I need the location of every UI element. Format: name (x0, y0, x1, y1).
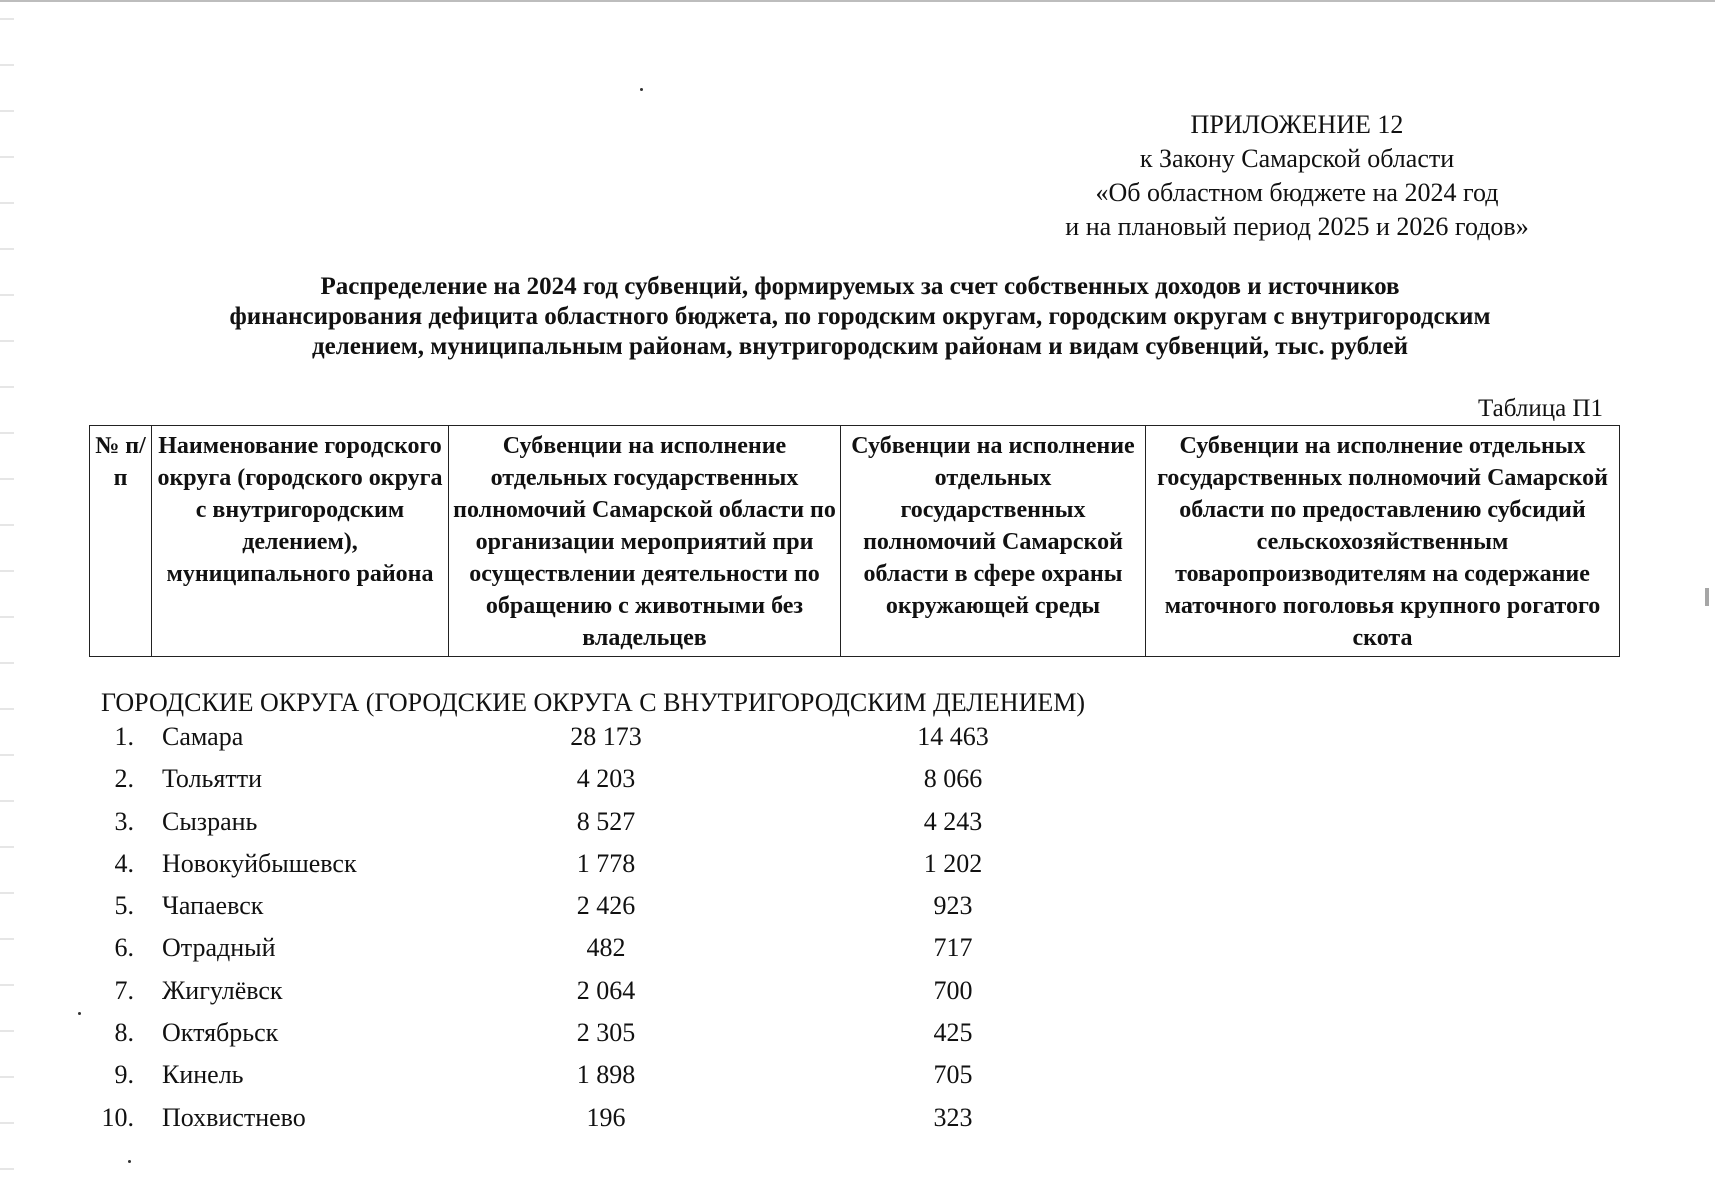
row-value-environment: 1 202 (923, 848, 983, 878)
row-number: 5. (114, 891, 134, 921)
column-header-name: Наименование городского округа (городского округа с внутригородским делением), муниципального района (152, 426, 449, 657)
scan-left-edge-noise (0, 0, 14, 1200)
table-row (89, 1099, 1619, 1141)
row-number: 7. (114, 975, 134, 1005)
table-row (89, 1014, 1619, 1056)
row-value-animals: 28 173 (570, 722, 642, 751)
table-row (89, 760, 1619, 802)
row-name: Похвистнево (162, 1102, 306, 1132)
row-value-animals: 2 064 (576, 975, 636, 1005)
table-row (89, 845, 1619, 887)
table-row (89, 1056, 1619, 1098)
row-value-environment: 425 (933, 1018, 973, 1048)
scan-speck (128, 1160, 131, 1163)
row-number: 2. (114, 764, 134, 794)
document-title-line: финансирования дефицита областного бюджета, по городским округам, городским округам с внутригородским (229, 303, 1491, 330)
row-name: Тольятти (162, 764, 263, 794)
section-title: ГОРОДСКИЕ ОКРУГА (ГОРОДСКИЕ ОКРУГА С ВНУТРИГОРОДСКИМ ДЕЛЕНИЕМ) (101, 688, 1086, 717)
row-name: Новокуйбышевск (162, 848, 357, 878)
row-value-environment: 323 (933, 1102, 973, 1132)
table-row (89, 972, 1619, 1014)
table-row (89, 887, 1619, 929)
table-row (89, 803, 1619, 845)
row-value-animals: 8 527 (576, 806, 636, 836)
column-header-number: № п/п (90, 426, 152, 657)
column-header-animals: Субвенции на исполнение отдельных государственных полномочий Самарской области по организации мероприятий при осуществлении деятельности по обращению с животными без владельцев (449, 426, 841, 657)
row-value-animals: 4 203 (576, 764, 636, 794)
row-number: 1. (114, 722, 134, 751)
annex-line: «Об областном бюджете на 2024 год (1095, 178, 1499, 207)
annex-title: ПРИЛОЖЕНИЕ 12 (1190, 110, 1404, 139)
table-row (89, 718, 1619, 760)
row-value-animals: 482 (586, 933, 626, 963)
row-name: Чапаевск (162, 891, 264, 921)
row-value-animals: 1 898 (576, 1060, 636, 1090)
document-title (60, 272, 1660, 362)
scan-top-rule (0, 0, 1715, 2)
row-number: 10. (101, 1102, 134, 1132)
document-title-line: Распределение на 2024 год субвенций, формируемых за счет собственных доходов и источников (320, 273, 1400, 300)
scan-right-mark (1705, 588, 1709, 606)
annex-header (997, 108, 1597, 244)
row-value-environment: 700 (933, 975, 973, 1005)
header-row (90, 426, 1620, 657)
row-number: 9. (114, 1060, 134, 1090)
table-row (89, 929, 1619, 971)
scan-speck (640, 88, 643, 91)
row-value-environment: 14 463 (917, 722, 989, 751)
row-name: Октябрьск (162, 1018, 279, 1048)
row-value-environment: 717 (933, 933, 973, 963)
row-name: Самара (162, 722, 244, 751)
row-value-animals: 1 778 (576, 848, 636, 878)
row-number: 8. (114, 1018, 134, 1048)
row-value-environment: 8 066 (923, 764, 983, 794)
scan-speck (78, 1012, 81, 1015)
row-name: Сызрань (162, 806, 258, 836)
table-header (89, 425, 1620, 657)
column-header-cattle: Субвенции на исполнение отдельных государственных полномочий Самарской области по предоставлению субсидий сельскохозяйственным товаропроизводителям на содержание маточного поголовья крупного рогатого скота (1146, 426, 1620, 657)
table-body (89, 718, 1619, 1141)
row-value-animals: 196 (586, 1102, 626, 1132)
document-title-line: делением, муниципальным районам, внутригородским районам и видам субвенций, тыс. рублей (312, 333, 1408, 360)
row-name: Отрадный (162, 933, 276, 963)
row-number: 6. (114, 933, 134, 963)
row-number: 3. (114, 806, 134, 836)
row-value-environment: 923 (933, 891, 973, 921)
row-value-environment: 4 243 (923, 806, 983, 836)
column-header-environment: Субвенции на исполнение отдельных государственных полномочий Самарской области в сфере охраны окружающей среды (841, 426, 1146, 657)
annex-line: к Закону Самарской области (1139, 144, 1455, 173)
row-value-environment: 705 (933, 1060, 973, 1090)
table-label: Таблица П1 (1478, 395, 1603, 422)
row-value-animals: 2 305 (576, 1018, 636, 1048)
row-number: 4. (114, 848, 134, 878)
row-value-animals: 2 426 (576, 891, 636, 921)
annex-line: и на плановый период 2025 и 2026 годов» (1065, 212, 1529, 241)
row-name: Жигулёвск (162, 975, 283, 1005)
row-name: Кинель (162, 1060, 244, 1090)
